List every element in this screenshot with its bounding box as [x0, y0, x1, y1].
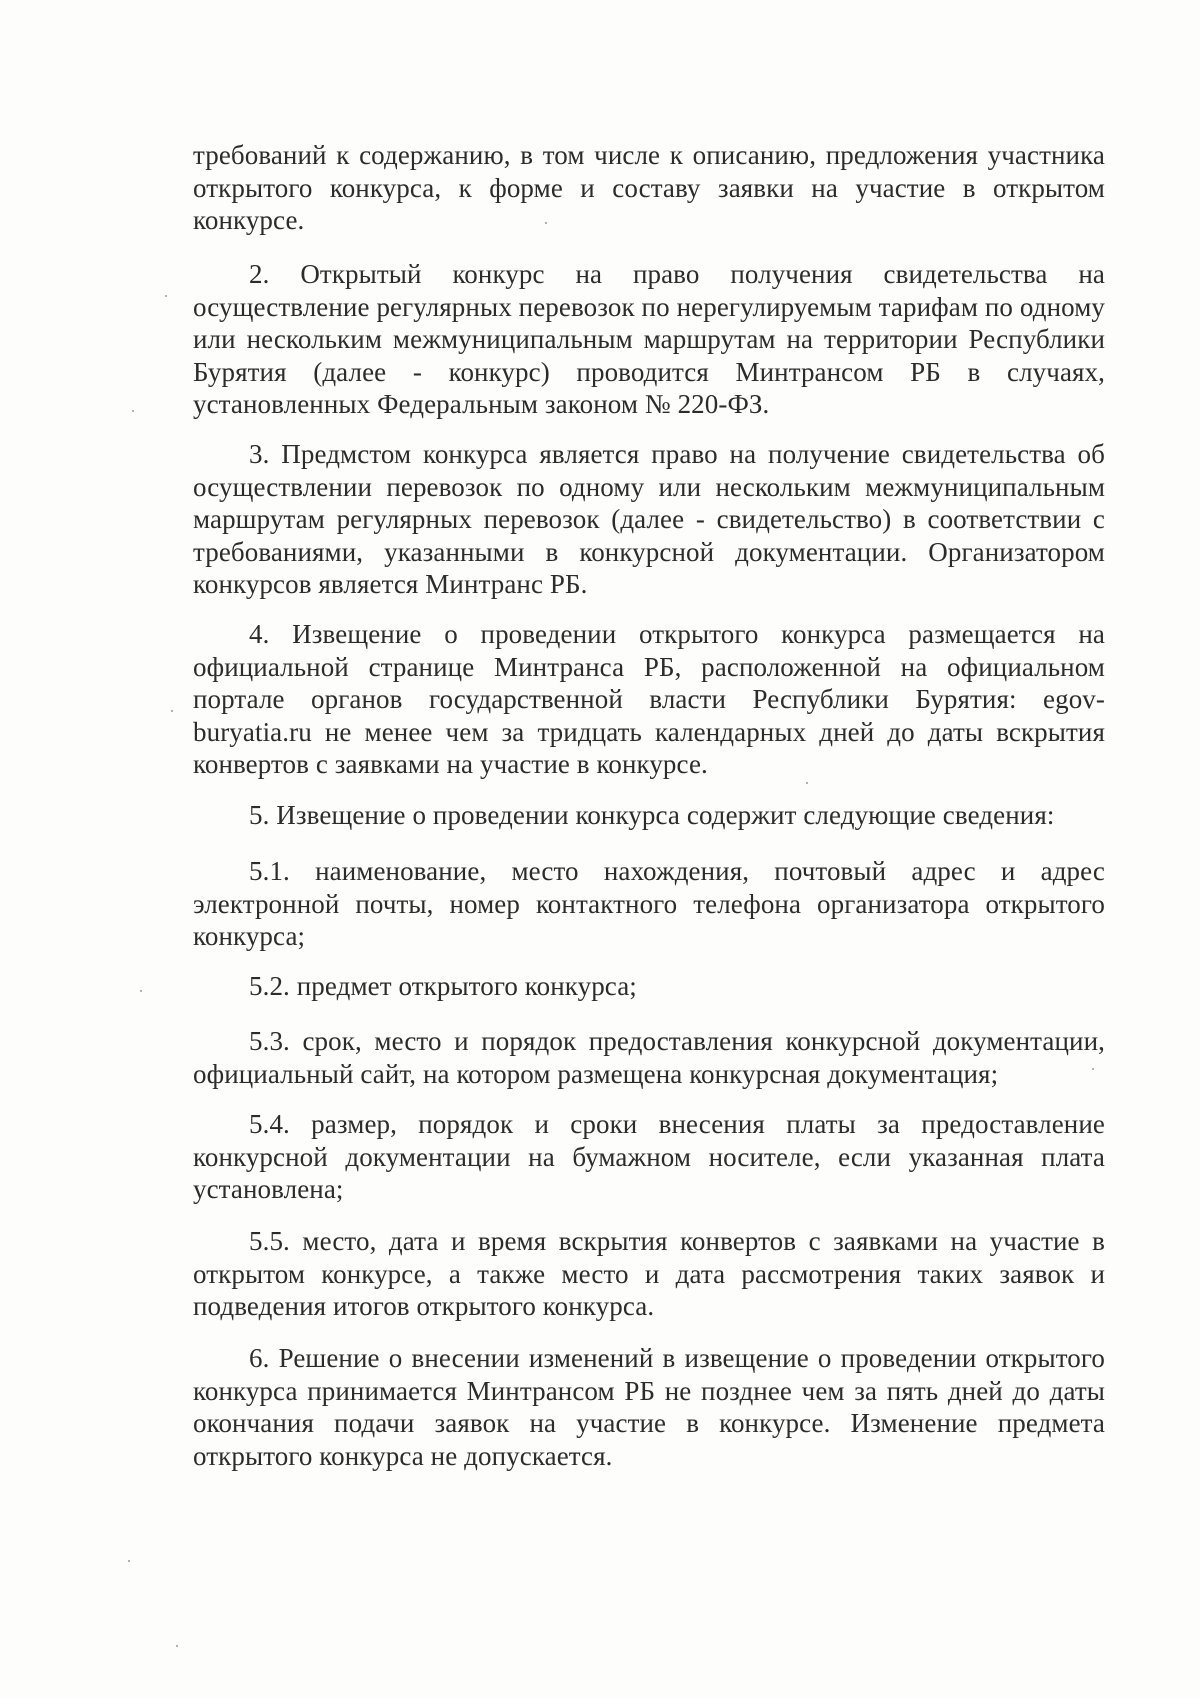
scan-speck	[140, 990, 142, 992]
paragraph-5: 5. Извещение о проведении конкурса содержит следующие сведения:	[249, 800, 1055, 830]
scan-speck	[132, 410, 134, 412]
paragraph-5-4: 5.4. размер, порядок и сроки внесения платы за предоставление конкурсной документации на бумажном носителе, если указанная плата установлена;	[193, 1109, 1105, 1204]
scan-speck	[545, 222, 547, 224]
scan-speck	[165, 295, 167, 297]
paragraph-4: 4. Извещение о проведении открытого конкурса размещается на официальной странице Минтранса РБ, расположенной на официальном портале органов государственной власти Республики Бурятия: egov-buryatia.ru не менее чем за тридцать календарных дней до даты вскрытия конвертов с заявками на участие в конкурсе.	[193, 619, 1105, 779]
paragraph-5-1: 5.1. наименование, место нахождения, почтовый адрес и адрес электронной почты, номер контактного телефона организатора открытого конкурса;	[193, 856, 1105, 951]
paragraph-continuation: требований к содержанию, в том числе к описанию, предложения участника открытого конкурса, к форме и составу заявки на участие в открытом конкурсе.	[193, 140, 1105, 235]
paragraph-5-5: 5.5. место, дата и время вскрытия конвертов с заявками на участие в открытом конкурсе, а также место и дата рассмотрения таких заявок и подведения итогов открытого конкурса.	[193, 1226, 1105, 1321]
scan-speck	[1092, 1068, 1094, 1070]
paragraph-2: 2. Открытый конкурс на право получения свидетельства на осуществление регулярных перевозок по нерегулируемым тарифам по одному или нескольким межмуниципальным маршрутам на территории Республики Бурятия (далее - конкурс) проводится Минтрансом РБ в случаях, установленных Федеральным законом № 220-ФЗ.	[193, 259, 1105, 419]
paragraph-5-3: 5.3. срок, место и порядок предоставления конкурсной документации, официальный сайт, на котором размещена конкурсная документация;	[193, 1026, 1105, 1089]
scan-speck	[176, 1645, 178, 1647]
paragraph-3: 3. Предмстом конкурса является право на получение свидетельства об осуществлении перевозок по одному или нескольким межмуниципальным маршрутам регулярных перевозок (далее - свидетельство) в соответствии с требованиями, указанными в конкурсной документации. Организатором конкурсов является Минтранс РБ.	[193, 439, 1105, 599]
scan-speck	[806, 782, 808, 784]
paragraph-5-2: 5.2. предмет открытого конкурса;	[249, 971, 637, 1001]
scan-speck	[171, 710, 173, 712]
paragraph-6: 6. Решение о внесении изменений в извещение о проведении открытого конкурса принимается Минтрансом РБ не позднее чем за пять дней до даты окончания подачи заявок на участие в конкурсе. Изменение предмета открытого конкурса не допускается.	[193, 1343, 1105, 1471]
scan-speck	[128, 1560, 130, 1562]
